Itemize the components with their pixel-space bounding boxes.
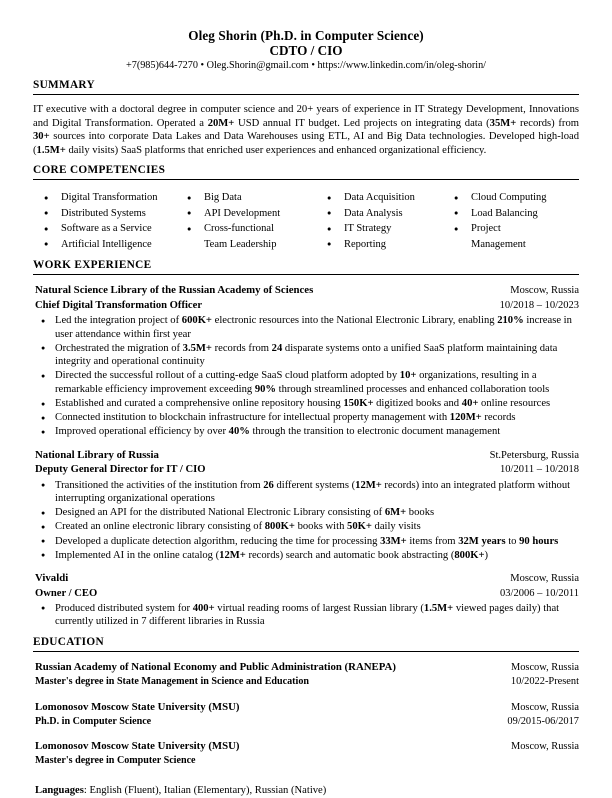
work-entry-subheader bbox=[35, 463, 579, 477]
achievement-list bbox=[35, 313, 579, 439]
achievement-item: ● Produced distributed system for 400+ virtual reading rooms of largest Russian library (1.5M+ viewed pages daily) that currently utilized in 7 different libraries in Russia bbox=[35, 602, 579, 629]
candidate-role: CDTO / CIO bbox=[269, 43, 343, 58]
competency-item: Management bbox=[471, 238, 526, 250]
degree-name: Ph.D. in Computer Science bbox=[35, 715, 152, 727]
achievement-item: ● Developed a duplicate detection algorithm, reducing the time for processing 33M+ items from 32M years to 90 hours bbox=[35, 535, 579, 549]
work-entry-header bbox=[35, 283, 579, 299]
section-core-competencies bbox=[33, 164, 579, 252]
competency-item: ● API Development bbox=[185, 206, 325, 222]
achievement-item: ● Established and curated a comprehensive online repository housing 150K+ digitized books and 40+ online resources bbox=[35, 397, 579, 411]
competency-item: ● Data Acquisition bbox=[325, 190, 452, 206]
achievement-item: ● Improved operational efficiency by over 40% through the transition to electronic document management bbox=[35, 425, 579, 439]
achievement-item: ● Implemented AI in the online catalog (12M+ records) search and automatic book abstracting (800K+) bbox=[35, 549, 579, 563]
achievement-item: ● Orchestrated the migration of 3.5M+ records from 24 disparate systems onto a unified SaaS platform maintaining data integrity and operational continuity bbox=[35, 342, 579, 369]
employment-dates: 10/2018 – 10/2023 bbox=[499, 299, 579, 311]
employer-name: Vivaldi bbox=[35, 572, 69, 585]
education-entry-subheader bbox=[35, 675, 579, 689]
section-title-work: WORK EXPERIENCE bbox=[33, 259, 152, 272]
employer-location: Moscow, Russia bbox=[510, 573, 579, 585]
work-entry-header bbox=[35, 448, 579, 464]
competency-item: ● Cloud Computing bbox=[452, 190, 572, 206]
degree-name: Master's degree in State Management in Science and Education bbox=[35, 676, 310, 688]
education-entry-header bbox=[35, 700, 579, 715]
education-entry-header bbox=[35, 739, 579, 754]
competency-column bbox=[452, 190, 572, 252]
achievement-item: ● Transitioned the activities of the institution from 26 different systems (12M+ records) into an integrated platform without interrupting organizational operations bbox=[35, 479, 579, 506]
work-entry-header bbox=[35, 571, 579, 587]
work-entry bbox=[33, 283, 579, 439]
achievement-list bbox=[35, 478, 579, 563]
education-entry-header bbox=[35, 660, 579, 675]
institution-name: Lomonosov Moscow State University (MSU) bbox=[35, 740, 240, 753]
achievement-item: ● Led the integration project of 600K+ electronic resources into the National Electronic Library, enabling 210% increase in user attendance within first year bbox=[35, 314, 579, 341]
achievement-item: ● Directed the successful rollout of a cutting-edge SaaS cloud platform adopted by 10+ organizations, resulting in a remarkable efficiency improvement exceeding 90% through streamlined processes and enhanced collaboration tools bbox=[35, 369, 579, 396]
degree-name: Master's degree in Computer Science bbox=[35, 755, 196, 767]
competency-item: ● Load Balancing bbox=[452, 206, 572, 222]
achievement-list bbox=[35, 601, 579, 629]
study-dates: 10/2022-Present bbox=[510, 676, 579, 688]
study-dates: 09/2015-06/2017 bbox=[507, 715, 579, 727]
competency-column bbox=[325, 190, 452, 252]
languages-line bbox=[33, 784, 579, 798]
competency-item: ● IT Strategy bbox=[325, 221, 452, 237]
employer-location: Moscow, Russia bbox=[510, 285, 579, 297]
education-entry-subheader bbox=[35, 754, 579, 768]
competency-item: ● Artificial Intelligence bbox=[42, 237, 185, 253]
work-body bbox=[33, 275, 579, 629]
work-entry-subheader bbox=[35, 587, 579, 601]
section-summary bbox=[33, 79, 579, 157]
institution-location: Moscow, Russia bbox=[510, 662, 579, 674]
competencies-body bbox=[33, 180, 579, 252]
employer-name: National Library of Russia bbox=[35, 448, 159, 461]
languages-value: : English (Fluent), Italian (Elementary), Russian (Native) bbox=[83, 784, 327, 796]
achievement-item: ● Connected institution to blockchain infrastructure for intellectual property management with 120M+ records bbox=[35, 411, 579, 425]
candidate-name: Oleg Shorin (Ph.D. in Computer Science) bbox=[188, 28, 424, 43]
institution-location: Moscow, Russia bbox=[510, 701, 579, 713]
section-title-summary: SUMMARY bbox=[33, 79, 95, 91]
competency-column bbox=[185, 190, 325, 252]
institution-name: Lomonosov Moscow State University (MSU) bbox=[35, 700, 240, 713]
competencies-columns bbox=[33, 188, 579, 252]
employer-location: St.Petersburg, Russia bbox=[489, 449, 579, 461]
institution-name: Russian Academy of National Economy and Public Administration (RANEPA) bbox=[35, 661, 396, 674]
education-entry bbox=[33, 660, 579, 689]
employer-name: Natural Science Library of the Russian Academy of Sciences bbox=[35, 284, 314, 297]
work-entry-subheader bbox=[35, 299, 579, 313]
work-entry bbox=[33, 448, 579, 562]
competency-item: ● Data Analysis bbox=[325, 206, 452, 222]
competency-item: ● Big Data bbox=[185, 190, 325, 206]
education-body bbox=[33, 652, 579, 798]
education-entry-subheader bbox=[35, 715, 579, 729]
competency-item: ● Reporting bbox=[325, 237, 452, 253]
section-work-experience bbox=[33, 259, 579, 629]
contact-line: +7(985)644-7270 • Oleg.Shorin@gmail.com • https://www.linkedin.com/in/oleg-shorin/ bbox=[125, 60, 486, 71]
competency-item: ● Project bbox=[452, 221, 572, 237]
section-title-education: EDUCATION bbox=[33, 636, 104, 649]
competency-item: Team Leadership bbox=[204, 238, 277, 250]
competency-item: ● Distributed Systems bbox=[42, 206, 185, 222]
competency-column bbox=[42, 190, 185, 252]
section-title-competencies: CORE COMPETENCIES bbox=[33, 164, 166, 177]
employment-dates: 03/2006 – 10/2011 bbox=[500, 587, 579, 599]
job-title: Owner / CEO bbox=[35, 587, 98, 599]
job-title: Chief Digital Transformation Officer bbox=[35, 299, 203, 311]
achievement-item: ● Designed an API for the distributed National Electronic Library consisting of 6M+ books bbox=[35, 506, 579, 520]
education-entry bbox=[33, 739, 579, 768]
competency-item: ● Cross-functional bbox=[185, 221, 325, 237]
resume-header bbox=[33, 0, 579, 72]
section-education bbox=[33, 636, 579, 798]
employment-dates: 10/2011 – 10/2018 bbox=[500, 464, 579, 476]
achievement-item: ● Created an online electronic library consisting of 800K+ books with 50K+ daily visits bbox=[35, 520, 579, 534]
summary-paragraph: IT executive with a doctoral degree in computer science and 20+ years of experience in IT Strategy Development, Innovations and Digital Transformation. Operated a 20M+ USD annual IT budget. Led projects on integrating data (35M+ records) from 30+ sources into corporate Data Lakes and Data Warehouses using ETL, AI and Big Data technologies. Developed high-load (1.5M+ daily visits) SaaS platforms that enriched user experiences and enhanced organizational efficiency. bbox=[33, 104, 579, 156]
job-title: Deputy General Director for IT / CIO bbox=[35, 464, 206, 476]
summary-body bbox=[33, 95, 579, 157]
competency-item: ● Software as a Service bbox=[42, 221, 185, 237]
competency-item: ● Digital Transformation bbox=[42, 190, 185, 206]
languages-label: Languages bbox=[35, 784, 84, 796]
education-entry bbox=[33, 700, 579, 729]
work-entry bbox=[33, 571, 579, 629]
institution-location: Moscow, Russia bbox=[510, 741, 579, 753]
